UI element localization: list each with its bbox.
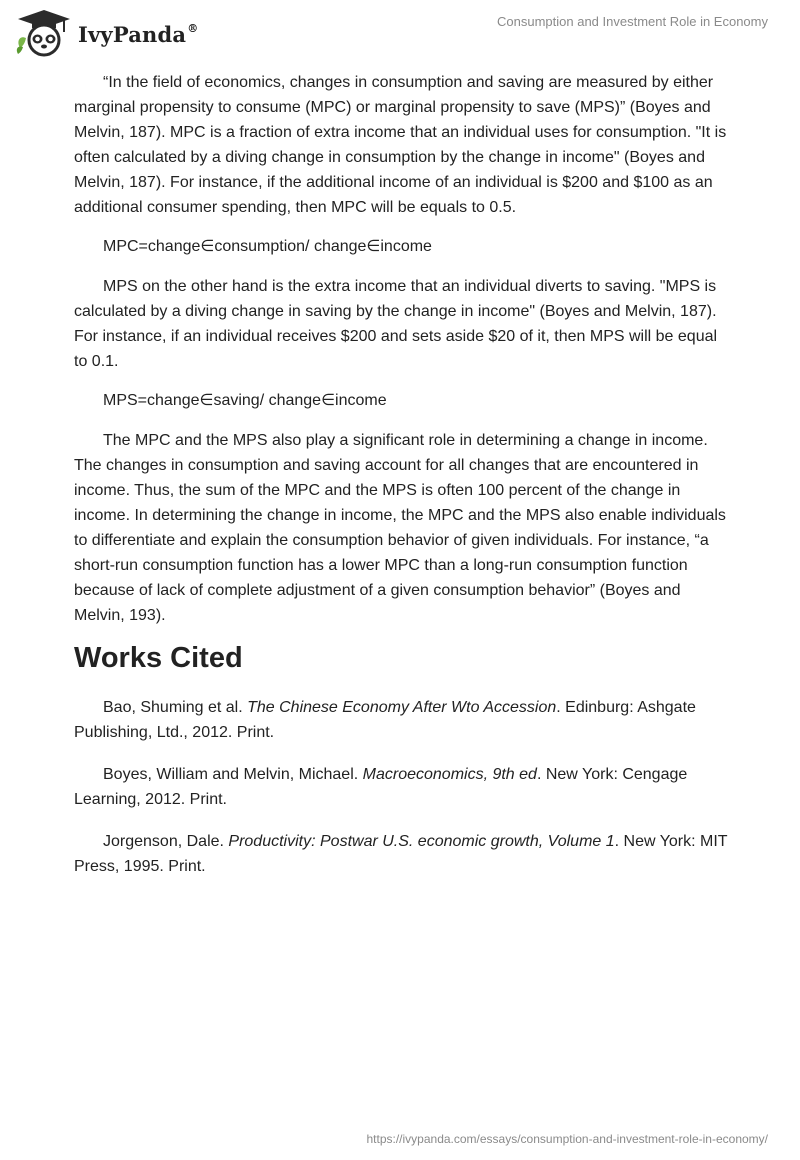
essay-body xyxy=(74,70,734,896)
mps-formula: MPS=change∈saving/ change∈income xyxy=(103,392,387,409)
document-title: Consumption and Investment Role in Economy xyxy=(497,14,768,29)
citation-title: Macroeconomics, 9th ed xyxy=(362,766,537,783)
citation-author: Jorgenson, Dale. xyxy=(103,833,229,850)
works-cited-heading: Works Cited xyxy=(74,642,243,674)
citation-entry xyxy=(74,762,734,812)
page-header xyxy=(0,0,800,60)
paragraph-mps: MPS on the other hand is the extra income that an individual diverts to saving. "MPS is calculated by a diving change in saving by the change in income" (Boyes and Melvin, 187). For instance, if an individual receives $200 and sets aside $20 of it, then MPS will be equal to 0.1. xyxy=(74,278,718,370)
citation-publisher: . New York: MIT Press, 1995. Print. xyxy=(74,833,728,875)
paragraph-role: The MPC and the MPS also play a significant role in determining a change in income. The changes in consumption and saving account for all changes that are encountered in income. Thus, the sum of the MPC and the MPS is often 100 percent of the change in income. In determining the change in income, the MPC and the MPS also enable individuals to differentiate and explain the consumption behavior of given individuals. For instance, “a short-run consumption function has a lower MPC than a long-run consumption function because of lack of complete adjustment of a given consumption behavior” (Boyes and Melvin, 193). xyxy=(74,432,726,624)
mpc-formula: MPC=change∈consumption/ change∈income xyxy=(103,238,432,255)
citation-publisher: . Edinburg: Ashgate Publishing, Ltd., 2012. Print. xyxy=(74,699,696,741)
citation-title: Productivity: Postwar U.S. economic growth, Volume 1 xyxy=(228,833,615,850)
trademark-symbol: ® xyxy=(187,21,199,35)
panda-graduate-icon xyxy=(14,8,74,58)
citation-author: Bao, Shuming et al. xyxy=(103,699,248,716)
citation-entry xyxy=(74,695,734,745)
brand-name: IvyPanda® xyxy=(78,21,199,47)
paragraph-mpc-intro: “In the field of economics, changes in consumption and saving are measured by either marginal propensity to consume (MPC) or marginal propensity to save (MPS)” (Boyes and Melvin, 187). MPC is a fraction of extra income that an individual uses for consumption. "It is often calculated by a diving change in consumption by the change in income" (Boyes and Melvin, 187). For instance, if the additional income of an individual is $200 and $100 as an additional consumer spending, then MPC will be equals to 0.5. xyxy=(74,74,727,216)
ivypanda-logo[interactable] xyxy=(14,8,198,58)
citation-publisher: . New York: Cengage Learning, 2012. Print. xyxy=(74,766,688,808)
citation-entry xyxy=(74,829,734,879)
source-url-link[interactable]: https://ivypanda.com/essays/consumption-and-investment-role-in-economy/ xyxy=(366,1132,768,1146)
citation-author: Boyes, William and Melvin, Michael. xyxy=(103,766,363,783)
citation-title: The Chinese Economy After Wto Accession xyxy=(247,699,557,716)
